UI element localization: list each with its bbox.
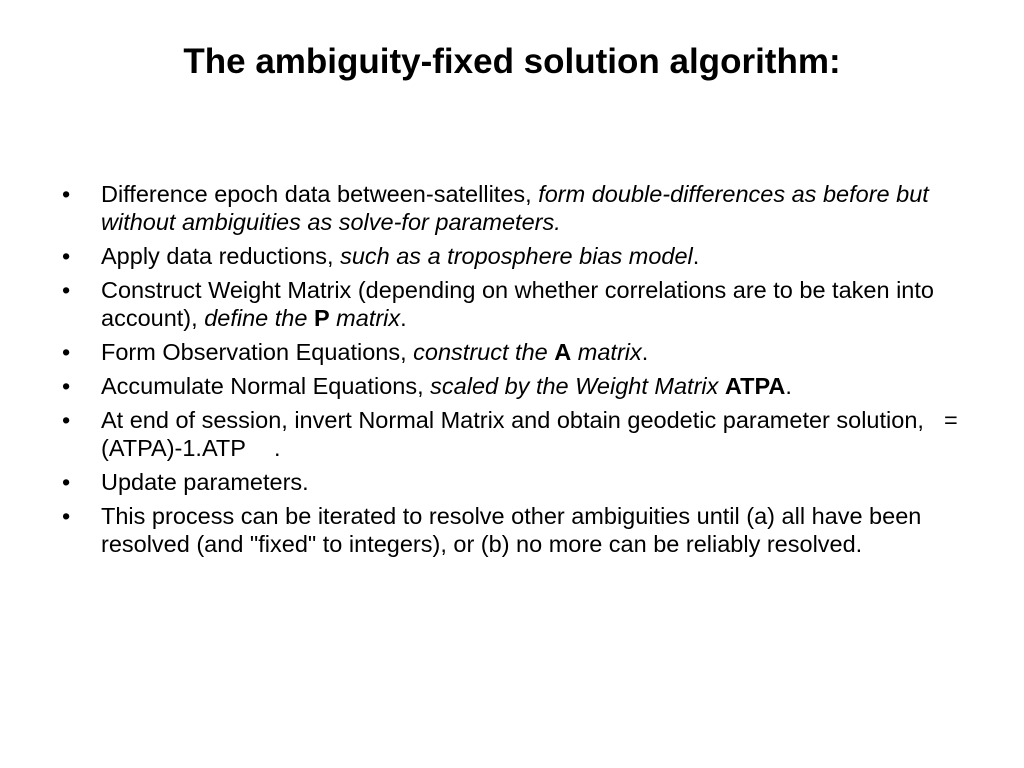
bullet-italic: define the	[204, 305, 314, 331]
bullet-end: .	[641, 339, 649, 365]
bullet-text: Accumulate Normal Equations,	[101, 373, 431, 399]
bullet-symbol: •	[62, 373, 71, 399]
bullet-symbol: •	[62, 181, 71, 207]
bullet-bold: A	[554, 339, 572, 365]
bullet-text: At end of session, invert Normal Matrix and obtain geodetic parameter solution,	[101, 407, 924, 433]
bullet-italic: construct the	[413, 339, 555, 365]
bullet-item-invert-normal-matrix	[62, 406, 972, 462]
bullet-italic: form double-differences as before but without ambiguities as solve-for parameters.	[101, 181, 929, 235]
bullet-text: Form Observation Equations,	[101, 339, 414, 365]
bullet-bold: P	[313, 305, 330, 331]
bullet-list	[62, 180, 972, 564]
bullet-end: .	[273, 435, 281, 461]
bullet-item-update-parameters	[62, 468, 972, 496]
bullet-symbol: •	[62, 469, 71, 495]
bullet-text: Update parameters.	[101, 469, 309, 495]
bullet-item-iterate-process	[62, 502, 972, 558]
bullet-text: Construct Weight Matrix (depending on whether correlations are to be taken into account),	[101, 277, 934, 331]
bullet-text: Apply data reductions,	[101, 243, 341, 269]
bullet-symbol: •	[62, 243, 71, 269]
bullet-italic-2: matrix	[571, 339, 642, 365]
bullet-item-data-reductions	[62, 242, 972, 270]
bullet-end: .	[400, 305, 407, 331]
bullet-bold: ATPA	[724, 373, 786, 399]
bullet-end: .	[692, 243, 700, 269]
bullet-symbol: •	[62, 407, 71, 433]
bullet-text: Difference epoch data between-satellites,	[101, 181, 539, 207]
bullet-italic: such as a troposphere bias model	[340, 243, 693, 269]
slide-title: The ambiguity-fixed solution algorithm:	[183, 42, 841, 81]
bullet-item-normal-equations	[62, 372, 972, 400]
bullet-item-difference-epoch	[62, 180, 972, 236]
bullet-item-observation-equations	[62, 338, 972, 366]
bullet-symbol: •	[62, 339, 71, 365]
bullet-formula: = (ATPA)-1.ATP	[101, 407, 958, 461]
bullet-symbol: •	[62, 277, 71, 303]
bullet-symbol: •	[62, 503, 71, 529]
bullet-text: This process can be iterated to resolve other ambiguities until (a) all have been resolved (and "fixed" to integers), or (b) no more can be reliably resolved.	[101, 503, 922, 557]
bullet-italic-2: matrix	[329, 305, 401, 331]
bullet-italic: scaled by the Weight Matrix	[430, 373, 725, 399]
bullet-item-weight-matrix	[62, 276, 972, 332]
bullet-end: .	[785, 373, 792, 399]
